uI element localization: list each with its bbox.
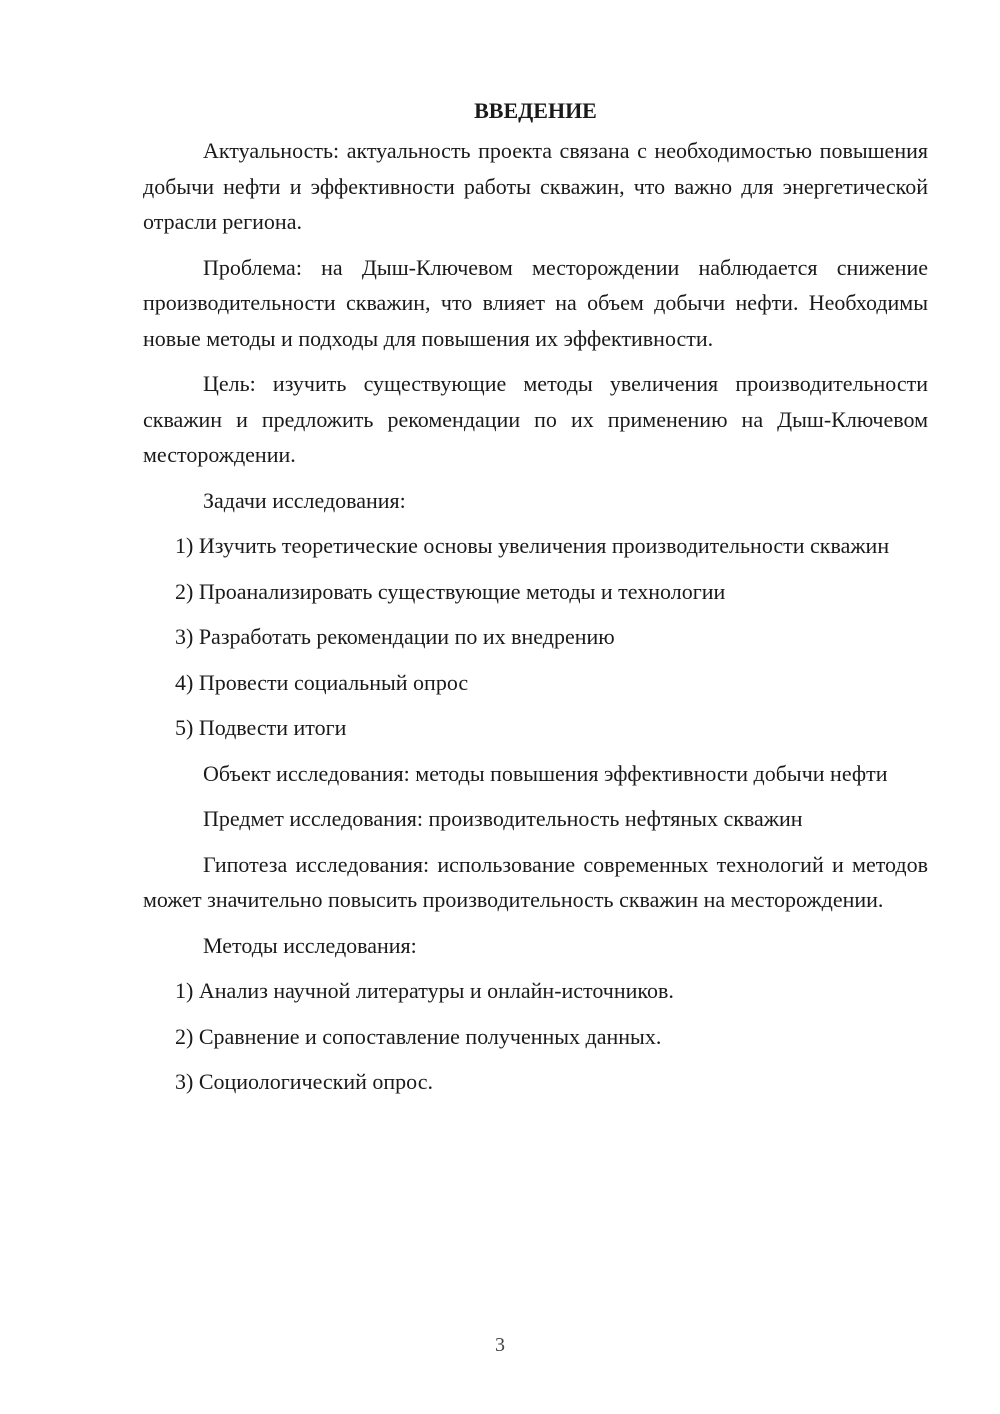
section-title: ВВЕДЕНИЕ [474,98,597,123]
relevance-paragraph: Актуальность: актуальность проекта связана с необходимостью повышения добычи нефти и эффективности работы скважин, что важно для энергетической отрасли региона. [143,138,928,234]
object-paragraph: Объект исследования: методы повышения эффективности добычи нефти [203,760,888,786]
method-item: 3) Социологический опрос. [175,1069,433,1094]
task-item: 3) Разработать рекомендации по их внедрению [175,624,615,649]
methods-heading: Методы исследования: [203,932,417,958]
method-item: 2) Сравнение и сопоставление полученных данных. [175,1023,662,1049]
subject-paragraph: Предмет исследования: производительность нефтяных скважин [203,806,803,831]
method-item: 1) Анализ научной литературы и онлайн-источников. [175,978,674,1003]
document-page [143,96,928,1110]
task-item: 1) Изучить теоретические основы увеличения производительности скважин [175,533,890,558]
task-item: 2) Проанализировать существующие методы и технологии [175,578,726,604]
goal-paragraph: Цель: изучить существующие методы увеличения производительности скважин и предложить рекомендации по их применению на Дыш-Ключевом месторождении. [143,371,928,467]
problem-paragraph: Проблема: на Дыш-Ключевом месторождении наблюдается снижение производительности скважин, что влияет на объем добычи нефти. Необходимы новые методы и подходы для повышения их эффективности. [143,254,928,351]
hypothesis-paragraph: Гипотеза исследования: использование современных технологий и методов может значительно повысить производительность скважин на месторождении. [143,851,928,912]
task-item: 5) Подвести итоги [175,715,347,740]
tasks-heading: Задачи исследования: [203,487,406,513]
task-item: 4) Провести социальный опрос [175,669,469,695]
page-number: 3 [495,1334,505,1356]
